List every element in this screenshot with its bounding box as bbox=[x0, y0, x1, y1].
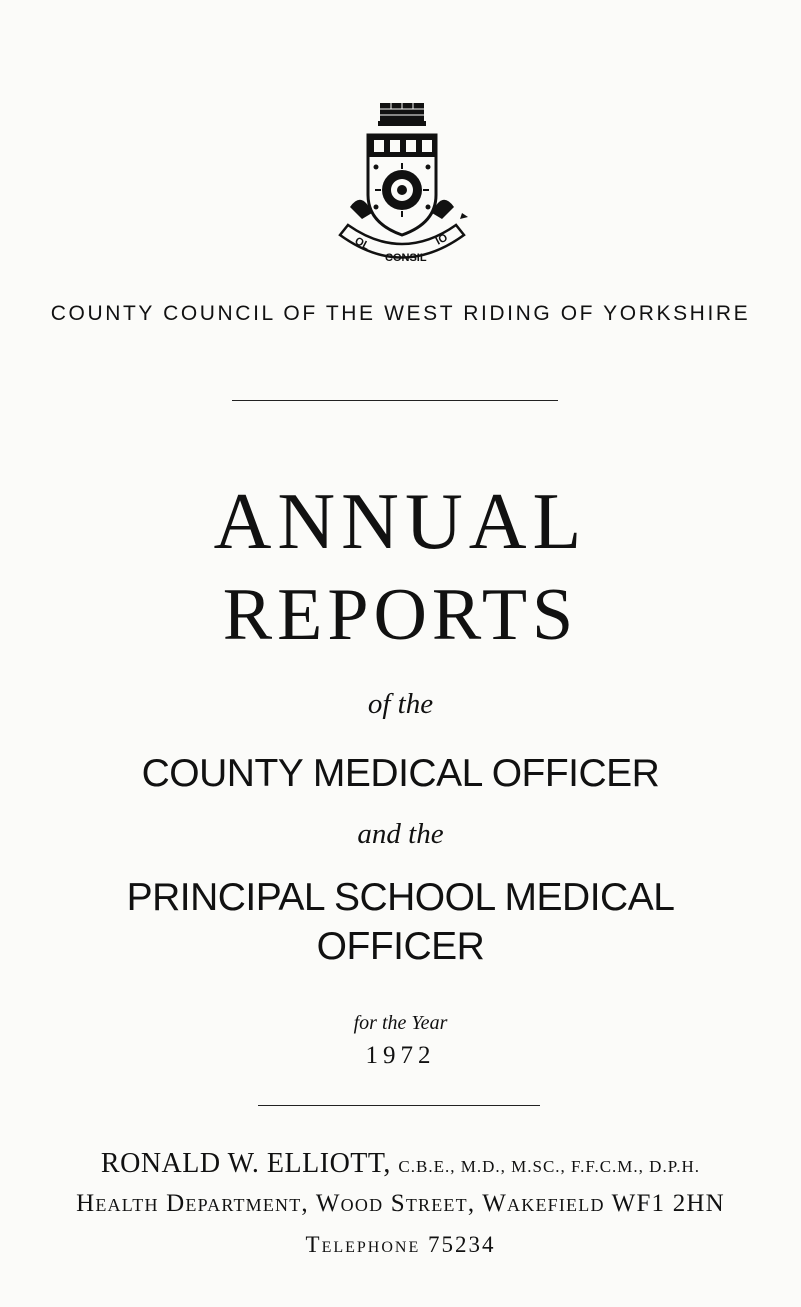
title-annual: ANNUAL bbox=[213, 478, 588, 566]
author-line bbox=[0, 1148, 801, 1180]
principal-school-medical-heading: PRINCIPAL SCHOOL MEDICAL bbox=[126, 876, 675, 919]
divider-bottom bbox=[258, 1105, 540, 1106]
of-the-text: of the bbox=[367, 688, 434, 720]
title-reports: REPORTS bbox=[222, 574, 579, 656]
author-qualifications: C.B.E., M.D., M.SC., F.F.C.M., D.P.H. bbox=[398, 1157, 701, 1176]
author-name: RONALD W. ELLIOTT, bbox=[100, 1148, 391, 1179]
department-address: Health Department, Wood Street, Wakefield WF1 2HN bbox=[76, 1190, 725, 1217]
divider-top bbox=[232, 400, 558, 401]
and-the-text: and the bbox=[357, 818, 444, 850]
county-medical-officer-heading: COUNTY MEDICAL OFFICER bbox=[141, 752, 660, 795]
motto-right: IO bbox=[433, 231, 450, 248]
council-name: COUNTY COUNCIL OF THE WEST RIDING OF YORKSHIRE bbox=[50, 302, 751, 325]
telephone-number: Telephone 75234 bbox=[305, 1232, 496, 1257]
motto-center: CONSIL bbox=[385, 252, 427, 264]
report-year: 1972 bbox=[365, 1042, 436, 1069]
for-the-year-text: for the Year bbox=[353, 1012, 448, 1034]
coat-of-arms-icon bbox=[332, 95, 472, 275]
motto-left: OL bbox=[352, 235, 372, 253]
officer-heading: OFFICER bbox=[316, 925, 485, 968]
